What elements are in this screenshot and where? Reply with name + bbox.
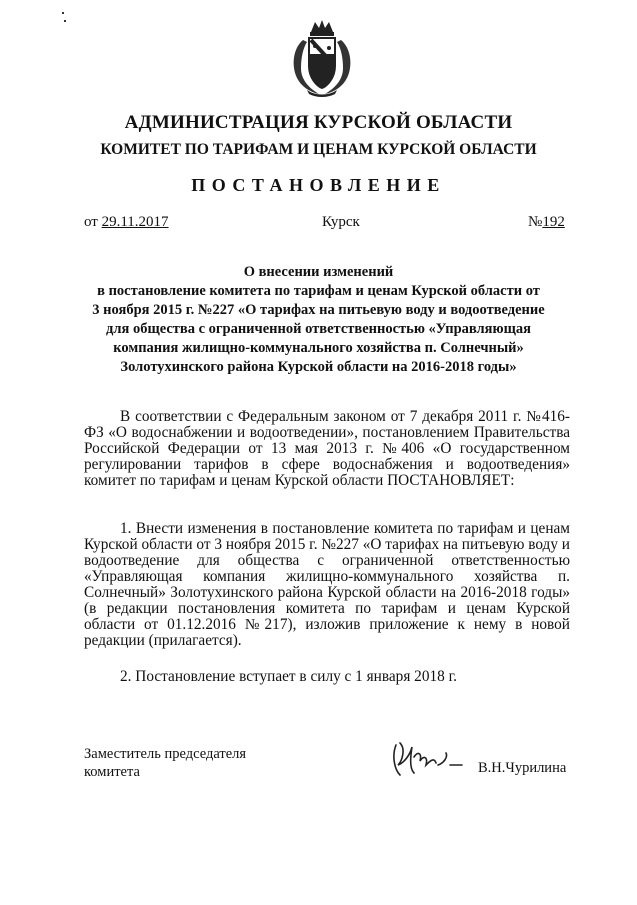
document-city: Курск — [322, 214, 360, 230]
document-title — [60, 263, 577, 377]
title-line: Золотухинского района Курской области на 2016-2018 годы» — [120, 359, 517, 375]
item-1-paragraph: 1. Внести изменения в постановление комитета по тарифам и ценам Курской области от 3 ноября 2015 г. №227 «О тарифах на питьевую воду и водоотведение для общества с ограниченной ответственностью «Управляющая компания жилищно-коммунального хозяйства п. Солнечный» Золотухинского района Курской области на 2016-2018 годы» (в редакции постановления комитета по тарифам и ценам Курской области от 01.12.2016 №217), изложив приложение к нему в новой редакции (прилагается). — [84, 520, 570, 649]
document-date — [84, 214, 169, 231]
number-prefix: № — [528, 214, 543, 230]
scan-speck — [62, 12, 64, 14]
item-2-paragraph: 2. Постановление вступает в силу с 1 января 2018 г. — [120, 668, 457, 685]
title-line: О внесении изменений — [243, 264, 394, 280]
title-line: 3 ноября 2015 г. №227 «О тарифах на питьевую воду и водоотведение — [92, 302, 545, 318]
signatory-name: В.Н.Чурилина — [478, 760, 567, 776]
title-line: для общества с ограниченной ответственностью «Управляющая — [106, 321, 531, 337]
document-number — [528, 214, 565, 231]
signatory-position — [84, 745, 246, 781]
position-line: комитета — [84, 764, 140, 780]
document-type: ПОСТАНОВЛЕНИЕ — [191, 175, 446, 195]
signature-icon — [388, 735, 468, 785]
title-line: в постановление комитета по тарифам и ценам Курской области от — [97, 283, 540, 299]
position-line: Заместитель председателя — [84, 746, 247, 762]
org-name: АДМИНИСТРАЦИЯ КУРСКОЙ ОБЛАСТИ — [124, 112, 513, 133]
date-prefix: от — [84, 214, 102, 230]
title-line: компания жилищно-коммунального хозяйства п. Солнечный» — [113, 340, 524, 356]
date-value: 29.11.2017 — [101, 214, 169, 230]
coat-of-arms-icon — [289, 18, 355, 98]
scan-speck — [64, 20, 66, 22]
number-value: 192 — [542, 214, 565, 230]
preamble-paragraph: В соответствии с Федеральным законом от 7 декабря 2011 г. №416-ФЗ «О водоснабжении и водоотведении», постановлением Правительства Российской Федерации от 13 мая 2013 г. №406 «О государственном регулировании тарифов в сфере водоснабжения и водоотведения» комитет по тарифам и ценам Курской области ПОСТАНОВЛЯЕТ: — [84, 408, 570, 489]
committee-name: КОМИТЕТ ПО ТАРИФАМ И ЦЕНАМ КУРСКОЙ ОБЛАСТИ — [100, 141, 537, 158]
